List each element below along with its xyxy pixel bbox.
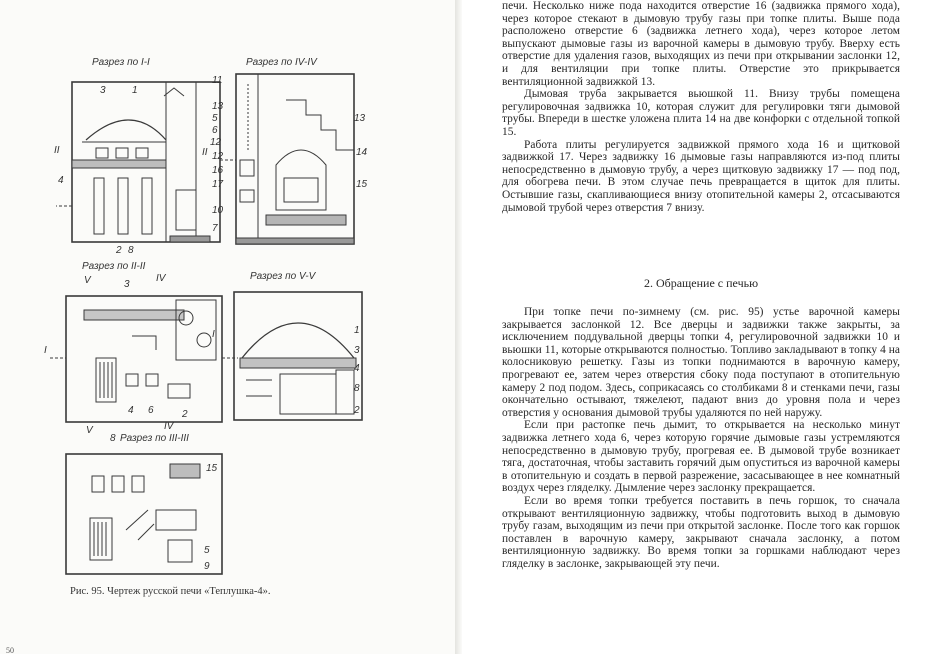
paragraph: Если во время топки требуется поставить в печь горшок, то сначала открывают вентиляционную задвижку, чтобы подготовить выход в дымовую трубу газам, выходящим из печи при открытой заслонке. После того как горшок поставлен в варочную камеру, закрывают сначала заслонку, а потом вентиляционную задвижку. Во время топки за горшками наблюдают через гляделку в заслонке, закрывающей эту печи. [502, 494, 900, 570]
callout-number: 6 [148, 405, 154, 416]
cut-mark: V [84, 275, 91, 286]
callout-number: 8 [110, 433, 116, 444]
text-block-upper [502, 0, 900, 214]
callout-number: 9 [204, 561, 210, 572]
callout-number: 15 [206, 463, 218, 474]
callout-number: 10 [212, 205, 224, 216]
callout-number: 11 [212, 75, 223, 86]
callout-number: 13 [354, 113, 366, 124]
section-III-III-drawing [66, 454, 222, 574]
cut-mark: I [44, 345, 47, 356]
callout-number: 12 [210, 137, 222, 148]
section-label-V-V: Разрез по V-V [250, 271, 316, 282]
section-label-IV-IV: Разрез по IV-IV [246, 57, 317, 68]
stove-drawing [36, 40, 398, 600]
figure-caption: Рис. 95. Чертеж русской печи «Теплушка-4». [70, 586, 271, 597]
callout-number: 8 [128, 245, 134, 256]
callout-number: 4 [58, 175, 64, 186]
callout-number: 5 [212, 113, 218, 124]
cut-mark: I [212, 329, 215, 340]
callout-number: 2 [116, 245, 122, 256]
callout-number: 14 [356, 147, 368, 158]
paragraph: При топке печи по-зимнему (см. рис. 95) устье варочной камеры закрывается заслонкой 12. Все дверцы и задвижки также закрыты, за исключением поддувальной дверцы топки 4, регулировочной задвижки 10 и вьюшки 11, которые открываются полностью. Топливо закладывают в топку 4 на колосниковую решетку. Газы из топки поднимаются в варочную камеру, прогревают ее, затем через отверстия сбоку пода поступают в отопительную камеру 2 под подом. Здесь, соприкасаясь со столбиками 8 и стенками печи, газы окончательно остывают, тяжелеют, падают вниз до уровня пола и через отверстия у основания дымовой трубы удаляются по ней наружу. [502, 306, 900, 419]
callout-number: 17 [212, 179, 224, 190]
callout-number: 13 [212, 101, 224, 112]
callout-number: 8 [354, 383, 360, 394]
cut-mark: V [86, 425, 93, 436]
text-block-lower [502, 306, 900, 570]
callout-number: 3 [100, 85, 106, 96]
cut-mark: IV [164, 421, 174, 432]
paragraph: Дымовая труба закрывается вьюшкой 11. Внизу трубы помещена регулировочная задвижка 10, которая служит для регулировки тяги дымовой трубы. Впереди в шестке уложена плита 14 на две конфорки с отдельной топкой 15. [502, 88, 900, 138]
callout-number: 2 [182, 409, 188, 420]
paragraph: печи. Несколько ниже пода находится отверстие 16 (задвижка прямого хода), через которое стекают в дымовую трубу газы при топке плиты. Выше пода расположено отверстие 6 (задвижка летнего хода), через которое летом выпускают дымовые газы из варочной камеры в дымовую трубу. Вверху есть отверстие для удаления газов, выходящих из печи при открывании заслонки 12, и для вентиляции при топке плиты. Отверстие это прикрывается вентиляционной задвижкой 13. [502, 0, 900, 88]
section-label-I-I: Разрез по I-I [92, 57, 150, 68]
callout-number: 7 [212, 223, 218, 234]
stove-drawing-figure [36, 40, 398, 600]
page-number: 50 [6, 646, 14, 655]
callout-number: 16 [212, 165, 224, 176]
callout-number: 15 [356, 179, 368, 190]
callout-number: 3 [354, 345, 360, 356]
cut-mark: IV [156, 273, 166, 284]
callout-number: 1 [354, 325, 360, 336]
section-IV-IV-drawing [236, 74, 354, 244]
left-page [0, 0, 458, 654]
cut-mark: II [54, 145, 60, 156]
section-label-III-III: Разрез по III-III [120, 433, 189, 444]
cut-mark: II [202, 147, 208, 158]
callout-number: 2 [354, 405, 360, 416]
callout-number: 4 [354, 363, 360, 374]
callout-number: 4 [128, 405, 134, 416]
callout-number: 1 [132, 85, 138, 96]
section-I-I-drawing [56, 82, 236, 242]
section-heading: 2. Обращение с печью [643, 276, 759, 290]
right-page [462, 0, 926, 654]
callout-number: 3 [124, 279, 130, 290]
paragraph: Если при растопке печь дымит, то открывается на несколько минут задвижка летнего хода 6, через которую горячие дымовые газы устремляются непосредственно в дымовую трубу, прогревая ее. В дымовой трубе возникает тяга, достаточная, чтобы заставить горячий дым опуститься из варочной камеры в отопительную и создать в первой разрежение, засасывающее в нее комнатный воздух через гляделку. Дымление через заслонку прекращается. [502, 419, 900, 495]
section-V-V-drawing [234, 292, 362, 420]
section-label-II-II: Разрез по II-II [82, 261, 146, 272]
callout-number: 5 [204, 545, 210, 556]
callout-number: 12 [212, 151, 224, 162]
section-II-II-drawing [50, 296, 238, 422]
callout-number: 6 [212, 125, 218, 136]
paragraph: Работа плиты регулируется задвижкой прямого хода 16 и щитковой задвижкой 17. Через задвижку 16 дымовые газы направляются из-под плиты непосредственно в дымовую трубу, а через щитковую задвижку 17 — под под, для обогрева печи. В этом случае печь превращается в щиток для плиты. Остывшие газы, скапливающиеся внизу отопительной камеры 2, отсасываются дымовой трубой через отверстия 7 внизу. [502, 138, 900, 214]
